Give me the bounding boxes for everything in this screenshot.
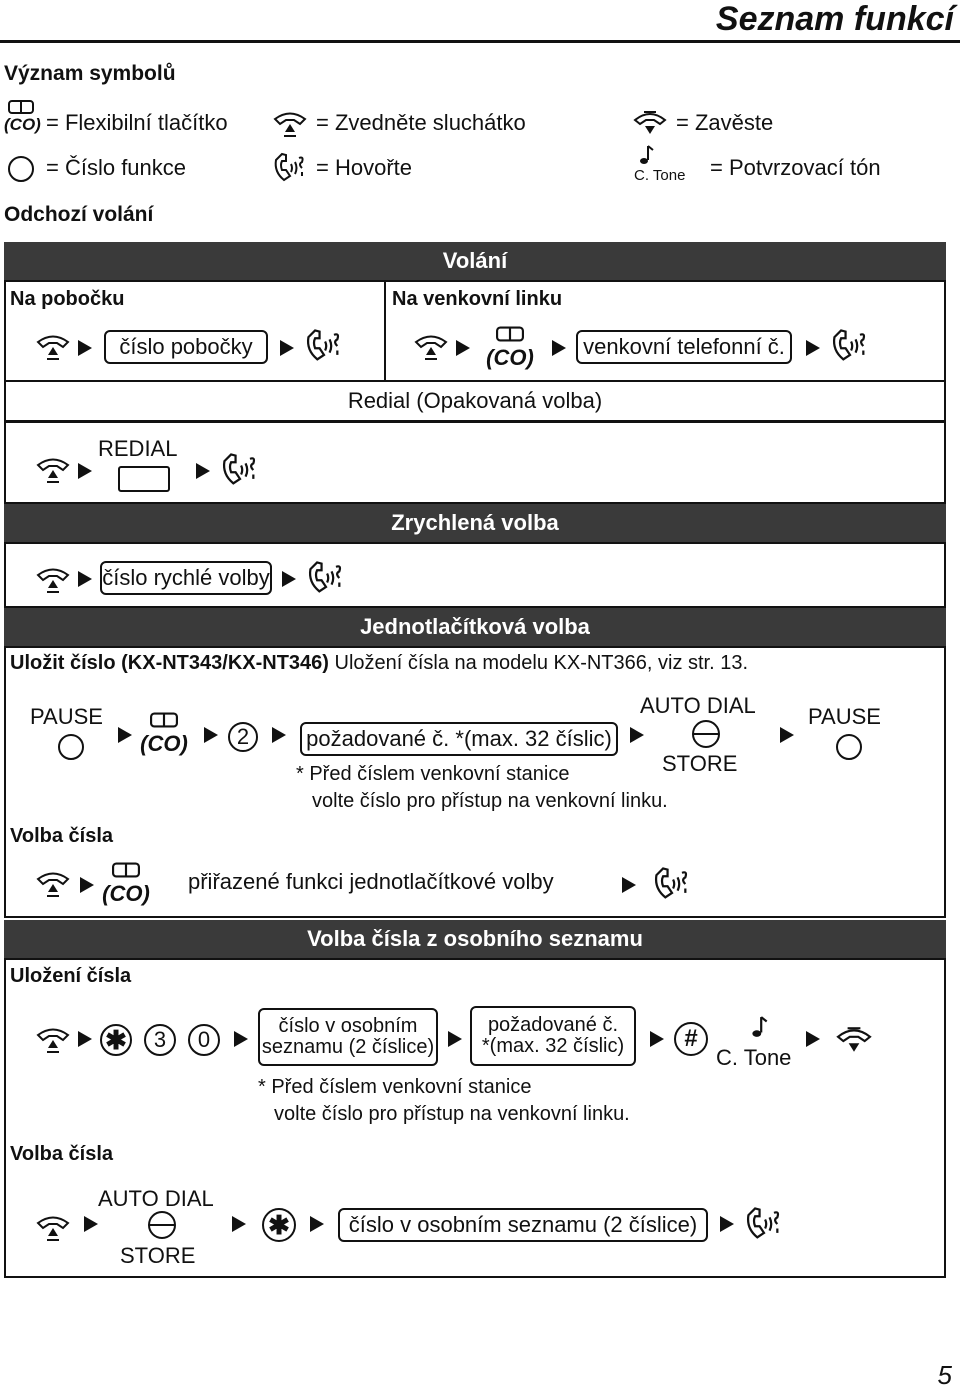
personal-number-line-2: *(max. 32 číslic) bbox=[481, 1035, 625, 1057]
auto-dial-store-button bbox=[148, 1211, 176, 1239]
flexible-button-icon bbox=[98, 862, 154, 907]
co-label: (CO) bbox=[102, 881, 150, 906]
off-hook-icon bbox=[272, 110, 308, 145]
redial-title: Redial (Opakovaná volba) bbox=[4, 382, 946, 420]
star-key-icon: ✱ bbox=[100, 1024, 132, 1056]
step-arrow bbox=[84, 1216, 98, 1232]
on-hook-icon bbox=[834, 1024, 874, 1061]
digit-3-icon: 3 bbox=[144, 1024, 176, 1056]
legend-onhook-text: = Zavěste bbox=[676, 110, 774, 135]
talk-icon bbox=[744, 1206, 784, 1247]
step-arrow bbox=[78, 463, 92, 479]
page-title: Seznam funkcí bbox=[715, 0, 954, 38]
flexible-button-icon bbox=[484, 326, 536, 371]
step-arrow bbox=[80, 877, 94, 893]
step-arrow bbox=[630, 727, 644, 743]
store-note: Uložení čísla na modelu KX-NT366, viz str. 13. bbox=[328, 652, 749, 674]
step-arrow bbox=[196, 463, 210, 479]
legend-heading: Význam symbolů bbox=[4, 62, 176, 85]
call-divider bbox=[384, 282, 386, 382]
step-arrow bbox=[720, 1216, 734, 1232]
on-hook-icon bbox=[632, 108, 668, 143]
off-hook-icon bbox=[34, 870, 72, 905]
note-line-1: * Před číslem venkovní stanice bbox=[258, 1076, 532, 1098]
outside-line-label: Na venkovní linku bbox=[392, 288, 563, 310]
co-label: (CO) bbox=[486, 345, 534, 370]
co-symbol: (CO) bbox=[4, 115, 41, 134]
digit-0-icon: 0 bbox=[188, 1024, 220, 1056]
redial-key bbox=[118, 466, 170, 492]
extension-number-box: číslo pobočky bbox=[104, 330, 268, 364]
personal-number-line-1: požadované č. bbox=[487, 1014, 619, 1036]
dial-label: Volba čísla bbox=[10, 825, 114, 847]
flexible-button-icon bbox=[4, 100, 41, 135]
talk-icon bbox=[652, 866, 692, 907]
talk-icon bbox=[306, 560, 346, 601]
pause-label: PAUSE bbox=[30, 704, 103, 729]
ctone-symbol: C. Tone bbox=[634, 167, 686, 184]
off-hook-icon bbox=[412, 333, 450, 368]
legend-offhook-text: = Zvedněte sluchátko bbox=[316, 110, 526, 135]
store-instruction bbox=[10, 652, 748, 675]
step-arrow bbox=[806, 1031, 820, 1047]
page-number: 5 bbox=[937, 1360, 952, 1390]
store-label: STORE bbox=[662, 751, 738, 776]
step-arrow bbox=[272, 727, 286, 743]
confirmation-tone-icon bbox=[748, 1014, 770, 1045]
dial-label: Volba čísla bbox=[10, 1143, 114, 1165]
digit-2-icon: 2 bbox=[228, 722, 258, 752]
step-arrow bbox=[78, 571, 92, 587]
step-arrow bbox=[204, 727, 218, 743]
confirmation-tone-icon bbox=[636, 144, 685, 184]
talk-icon bbox=[304, 328, 344, 369]
store-title: Uložit číslo (KX-NT343/KX-NT346) bbox=[10, 652, 329, 674]
note-line-1: * Před číslem venkovní stanice bbox=[296, 763, 570, 785]
auto-dial-label: AUTO DIAL bbox=[640, 693, 756, 718]
pause-label: PAUSE bbox=[808, 704, 881, 729]
redial-key-label: REDIAL bbox=[98, 436, 178, 461]
note-line-2: volte číslo pro přístup na venkovní linku. bbox=[312, 790, 668, 812]
speed-dial-bar: Zrychlená volba bbox=[4, 504, 946, 542]
step-arrow bbox=[456, 340, 470, 356]
step-arrow bbox=[650, 1031, 664, 1047]
ctone-label: C. Tone bbox=[716, 1045, 792, 1070]
step-arrow bbox=[622, 877, 636, 893]
store-number-label: Uložení čísla bbox=[10, 965, 132, 987]
off-hook-icon bbox=[34, 566, 72, 601]
feature-number-icon bbox=[8, 156, 34, 182]
speed-number-box: číslo rychlé volby bbox=[100, 561, 272, 595]
pause-button bbox=[836, 734, 862, 760]
step-arrow bbox=[280, 340, 294, 356]
star-key-icon: ✱ bbox=[262, 1208, 296, 1242]
step-arrow bbox=[806, 340, 820, 356]
step-arrow bbox=[448, 1031, 462, 1047]
step-arrow bbox=[78, 1031, 92, 1047]
talk-icon bbox=[272, 152, 308, 189]
one-touch-bar: Jednotlačítková volba bbox=[4, 608, 946, 646]
legend-flexible-text: = Flexibilní tlačítko bbox=[46, 110, 228, 135]
note-line-2: volte číslo pro přístup na venkovní linku. bbox=[274, 1103, 630, 1125]
personal-index-box bbox=[258, 1008, 438, 1066]
title-rule bbox=[0, 40, 960, 43]
personal-index-line-2: seznamu (2 číslice) bbox=[261, 1036, 435, 1058]
legend-talk-text: = Hovořte bbox=[316, 155, 412, 180]
co-label: (CO) bbox=[140, 731, 188, 756]
personal-number-box bbox=[470, 1006, 636, 1066]
legend-tone-text: = Potvrzovací tón bbox=[710, 155, 881, 180]
step-arrow bbox=[282, 571, 296, 587]
hash-key-icon: # bbox=[674, 1022, 708, 1056]
step-arrow bbox=[234, 1031, 248, 1047]
call-bar: Volání bbox=[4, 242, 946, 280]
off-hook-icon bbox=[34, 456, 72, 491]
auto-dial-label: AUTO DIAL bbox=[98, 1186, 214, 1211]
off-hook-icon bbox=[34, 1026, 72, 1061]
extension-label: Na pobočku bbox=[10, 288, 125, 310]
talk-icon bbox=[220, 452, 260, 493]
outgoing-heading: Odchozí volání bbox=[4, 203, 154, 226]
auto-dial-store-button bbox=[692, 720, 720, 748]
personal-index-box: číslo v osobním seznamu (2 číslice) bbox=[338, 1208, 708, 1242]
step-arrow bbox=[780, 727, 794, 743]
personal-index-line-1: číslo v osobním bbox=[278, 1015, 418, 1037]
talk-icon bbox=[830, 328, 870, 369]
legend-feature-text: = Číslo funkce bbox=[46, 155, 187, 180]
store-label: STORE bbox=[120, 1243, 196, 1268]
flexible-button-icon bbox=[138, 712, 190, 757]
pause-button bbox=[58, 734, 84, 760]
desired-number-box: požadované č. *(max. 32 číslic) bbox=[300, 722, 618, 756]
step-arrow bbox=[118, 727, 132, 743]
outside-number-box: venkovní telefonní č. bbox=[576, 330, 792, 364]
step-arrow bbox=[232, 1216, 246, 1232]
step-arrow bbox=[78, 340, 92, 356]
step-arrow bbox=[310, 1216, 324, 1232]
personal-directory-bar: Volba čísla z osobního seznamu bbox=[4, 920, 946, 958]
off-hook-icon bbox=[34, 333, 72, 368]
assigned-button-text: přiřazené funkci jednotlačítkové volby bbox=[188, 869, 554, 894]
off-hook-icon bbox=[34, 1214, 72, 1249]
step-arrow bbox=[552, 340, 566, 356]
